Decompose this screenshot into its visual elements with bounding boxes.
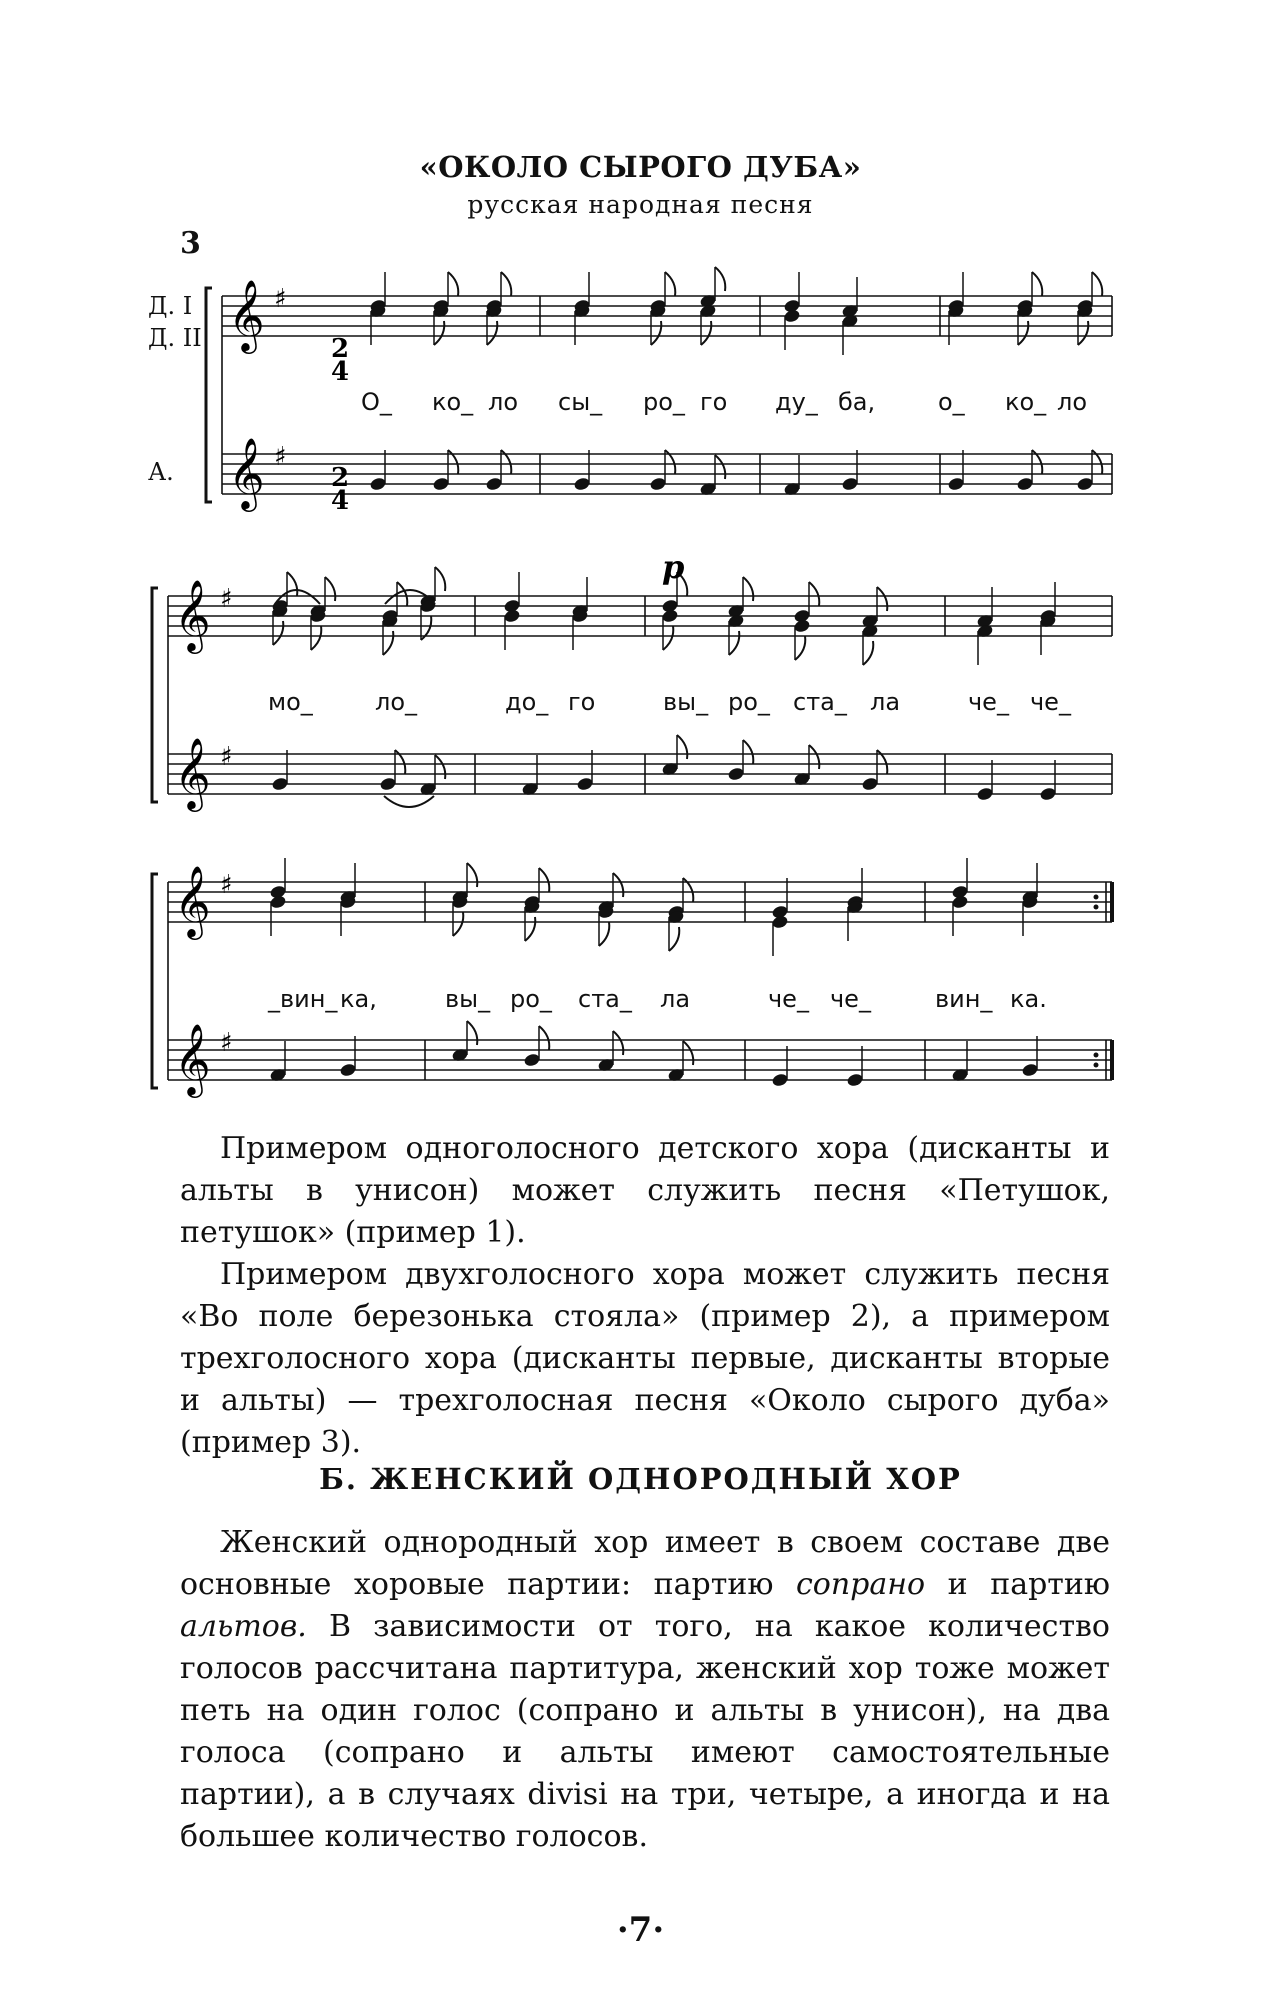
paragraph-3-part-c: В зависимости от того, на какое количество голосов рассчитана партитура, женский хор тоже может петь на один голос (сопрано и альты в унисон), на два голоса (сопрано и альты имеют самостоятельные партии), а в случаях divisi на три, четыре, а иногда и на большее количество голосов. xyxy=(180,1609,1110,1854)
time-signature-top-1: 2 xyxy=(331,334,350,364)
note-flag xyxy=(1092,272,1102,296)
note-flag xyxy=(683,1041,693,1065)
sharp-icon: ♯ xyxy=(220,742,233,772)
note-flag xyxy=(525,917,535,941)
paragraph-2-text: Примером двухголосного хора может служить песня «Во поле березонька стояла» (пример 2), а примером трехголосного хора (дисканты первые, дисканты вторые и альты) — трехголосная песня «Около сырого дуба» (пример 3). xyxy=(180,1257,1110,1460)
note-flag xyxy=(863,641,873,665)
treble-clef-icon: 𝄞 xyxy=(228,436,265,509)
page-number: ·7· xyxy=(616,1910,665,1950)
lyric: о_ xyxy=(938,388,965,416)
note-flag xyxy=(448,272,458,296)
note-flag xyxy=(501,272,511,296)
time-signature-top-2: 2 xyxy=(331,463,350,493)
lyric: го xyxy=(568,688,596,716)
note-flag xyxy=(677,735,687,759)
lyric: вин_ xyxy=(935,985,993,1013)
system-bracket xyxy=(152,588,158,802)
lyric: че_ xyxy=(1030,688,1071,716)
treble-clef-icon: 𝄞 xyxy=(174,1022,211,1095)
note-flag xyxy=(311,626,321,650)
note-flag xyxy=(1032,272,1042,296)
lyric: сы_ xyxy=(558,388,603,416)
time-signature-bottom-1: 4 xyxy=(331,357,350,387)
lyric: ро_ xyxy=(728,688,770,716)
note-flag xyxy=(613,1031,623,1055)
lyric: вы_ xyxy=(663,688,709,716)
lyric: О_ xyxy=(361,388,392,416)
paragraph-3-text xyxy=(180,1522,1110,1858)
song-subtitle: русская народная песня xyxy=(467,190,814,219)
note-flag xyxy=(539,868,549,892)
note-flag xyxy=(715,455,725,479)
note-flag xyxy=(1018,321,1028,345)
lyric: ста_ xyxy=(578,985,632,1013)
paragraph-1-text: Примером одноголосного детского хора (дисканты и альты в унисон) может служить песня «Петушок, петушок» (пример 1). xyxy=(180,1131,1110,1250)
note-flag xyxy=(434,321,444,345)
note-flag xyxy=(729,631,739,655)
note-flag xyxy=(669,927,679,951)
note-flag xyxy=(795,636,805,660)
lyric: че_ xyxy=(768,985,809,1013)
sharp-icon: ♯ xyxy=(220,1028,233,1058)
note-flag xyxy=(809,582,819,606)
lyric: ко_ xyxy=(432,388,474,416)
score-staves xyxy=(152,267,1112,1098)
note-flag xyxy=(435,755,445,779)
lyric: ка. xyxy=(1010,985,1047,1013)
note-flag xyxy=(651,321,661,345)
note-flag xyxy=(435,567,445,591)
repeat-dot xyxy=(1094,905,1099,910)
voice-label-d2: Д. II xyxy=(148,324,202,352)
lyric: _вин_ xyxy=(268,985,338,1013)
lyric: го xyxy=(700,388,728,416)
treble-clef-icon: 𝄞 xyxy=(228,278,265,351)
lyric: че_ xyxy=(830,985,871,1013)
paragraph-2 xyxy=(180,1254,1110,1464)
treble-clef-icon: 𝄞 xyxy=(174,864,211,937)
note-flag xyxy=(487,321,497,345)
sharp-icon: ♯ xyxy=(220,584,233,614)
lyric: ро_ xyxy=(510,985,552,1013)
note-flag xyxy=(743,740,753,764)
paragraph-3 xyxy=(180,1522,1110,1858)
note-flag xyxy=(599,922,609,946)
lyric: ка, xyxy=(340,985,377,1013)
paragraph-3-part-b: и партию xyxy=(925,1567,1110,1602)
lyric: ба, xyxy=(838,388,876,416)
note-flag xyxy=(273,621,283,645)
note-flag xyxy=(701,321,711,345)
note-flag xyxy=(665,272,675,296)
lyric: ко_ xyxy=(1005,388,1047,416)
note-flag xyxy=(877,587,887,611)
alto-term: альтов. xyxy=(180,1609,307,1644)
example-number: 3 xyxy=(180,226,201,261)
system-bracket xyxy=(206,288,212,502)
lyric: ро_ xyxy=(643,388,685,416)
song-title: «ОКОЛО СЫРОГО ДУБА» xyxy=(419,150,862,184)
note-flag xyxy=(467,1021,477,1045)
note-flag xyxy=(383,631,393,655)
lyric: до_ xyxy=(505,688,549,716)
lyric: ло xyxy=(488,388,519,416)
lyric: мо_ xyxy=(268,688,313,716)
note-flag xyxy=(325,577,335,601)
treble-clef-icon: 𝄞 xyxy=(174,736,211,809)
lyric: ла xyxy=(660,985,691,1013)
sharp-icon: ♯ xyxy=(220,870,233,900)
section-heading: Б. ЖЕНСКИЙ ОДНОРОДНЫЙ ХОР xyxy=(319,1462,962,1496)
voice-label-alto: А. xyxy=(148,458,174,486)
note-flag xyxy=(743,577,753,601)
note-flag xyxy=(453,912,463,936)
note-flag xyxy=(1078,321,1088,345)
lyric: ло_ xyxy=(375,688,418,716)
lyric: ло xyxy=(1057,388,1088,416)
soprano-term: сопрано xyxy=(795,1567,926,1602)
lyric: вы_ xyxy=(445,985,491,1013)
note-flag xyxy=(539,1026,549,1050)
note-flag xyxy=(715,267,725,291)
note-flag xyxy=(809,745,819,769)
system-bracket xyxy=(152,874,158,1088)
dynamic-marking: p xyxy=(662,548,685,586)
time-signature-bottom-2: 4 xyxy=(331,486,350,516)
lyric: че_ xyxy=(968,688,1009,716)
slur xyxy=(384,796,434,807)
sharp-icon: ♯ xyxy=(274,284,287,314)
note-flag xyxy=(613,873,623,897)
lyric: ду_ xyxy=(775,388,818,416)
voice-label-d1: Д. I xyxy=(148,292,193,320)
paragraph-1 xyxy=(180,1128,1110,1254)
treble-clef-icon: 𝄞 xyxy=(174,578,211,651)
note-flag xyxy=(663,626,673,650)
lyric: ла xyxy=(870,688,901,716)
paragraph-3-part-a: Женский однородный хор имеет в своем составе две основные хоровые партии: партию xyxy=(180,1525,1110,1602)
repeat-dot xyxy=(1094,895,1099,900)
repeat-dot xyxy=(1094,1063,1099,1068)
lyric: ста_ xyxy=(793,688,847,716)
sharp-icon: ♯ xyxy=(274,442,287,472)
repeat-dot xyxy=(1094,1053,1099,1058)
note-flag xyxy=(467,863,477,887)
